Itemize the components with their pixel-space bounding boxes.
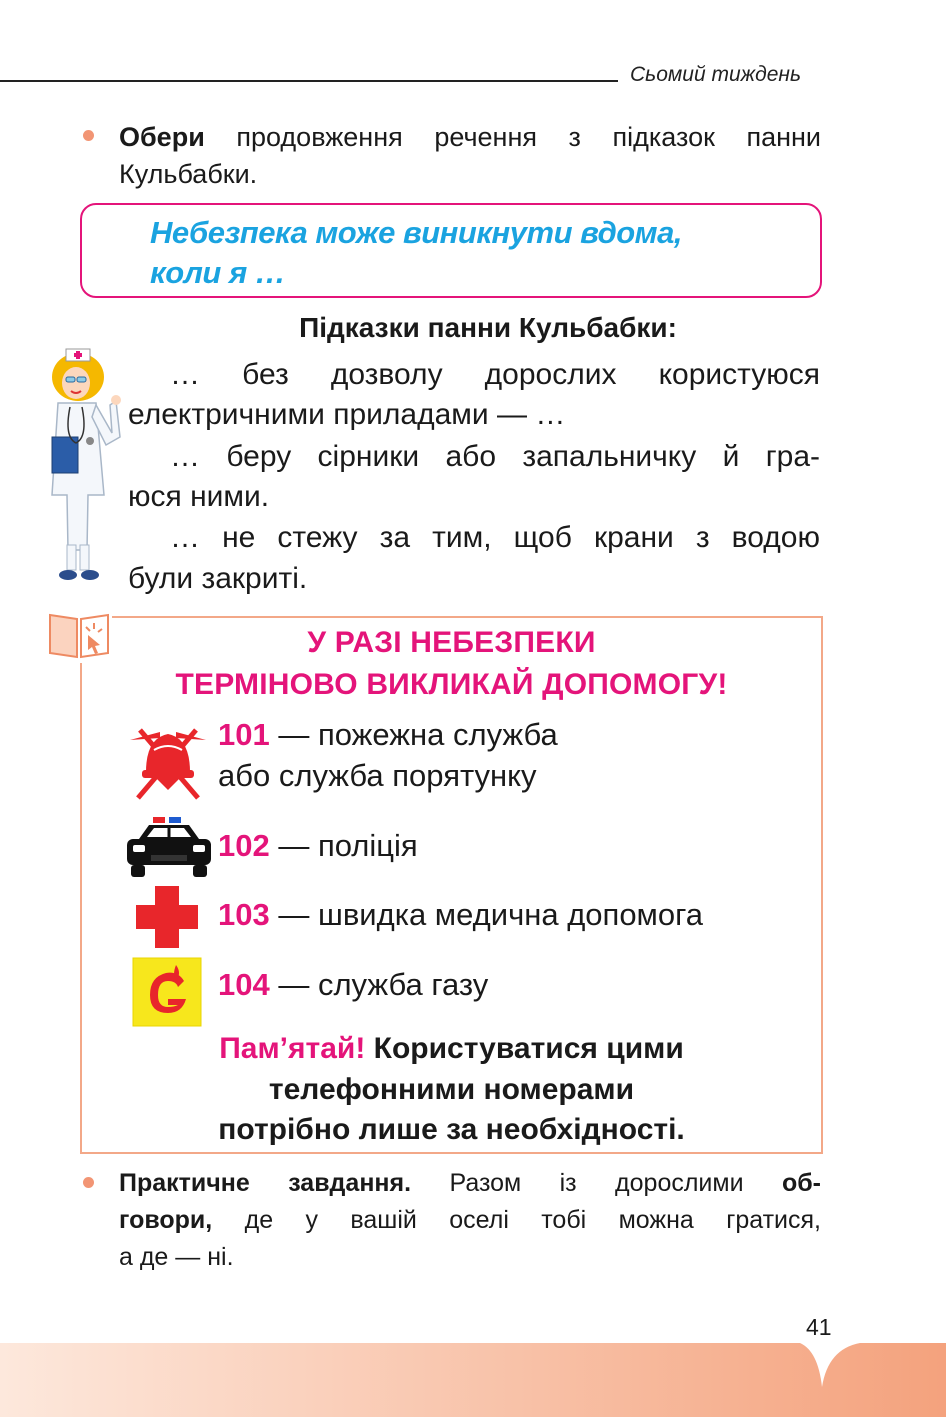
remember-line-3: потрібно лише за необхідності. xyxy=(218,1113,685,1146)
service-101-line-2: або служба порятунку xyxy=(218,758,537,793)
hint-3-line-2: були закриті. xyxy=(128,562,308,595)
prompt-box xyxy=(80,203,822,298)
task1-text xyxy=(119,119,821,193)
bullet-icon xyxy=(83,130,94,141)
prompt-line-2: коли я … xyxy=(150,255,286,290)
practical-task: Практичне завдання. Разом із дорослими об- говори, де у вашій оселі тобі можна гратися, а де — ні. xyxy=(119,1169,822,1271)
task1-rest: продовження речення з підказок панни xyxy=(204,122,821,152)
service-101: 101 — пожежна служба xyxy=(218,717,558,752)
chapter-title: Сьомий тиждень xyxy=(630,63,801,86)
hint-1-line-1: … без дозволу дорослих користуюся xyxy=(170,358,820,391)
hint-2-line-2: юся ними. xyxy=(128,480,270,513)
police-car-icon xyxy=(125,815,213,879)
emergency-title-1: У РАЗІ НЕБЕЗПЕКИ xyxy=(307,626,596,659)
fire-service-icon xyxy=(126,718,210,802)
remember-line-2: телефонними номерами xyxy=(268,1073,635,1106)
task1-bold: Обери xyxy=(119,122,205,152)
service-104: 104 — служба газу xyxy=(218,967,489,1002)
hint-3-line-1: … не стежу за тим, щоб крани з водою xyxy=(170,521,820,554)
header-rule xyxy=(0,80,618,82)
emergency-title-2: ТЕРМІНОВО ВИКЛИКАЙ ДОПОМОГУ! xyxy=(175,668,728,701)
prompt-line-1: Небезпека може виникнути вдома, xyxy=(150,215,682,250)
service-103: 103 — швидка медична допомога xyxy=(218,897,703,932)
task1-line2: Кульбабки. xyxy=(119,159,258,189)
gas-service-icon xyxy=(132,957,202,1027)
bullet-icon xyxy=(83,1177,94,1188)
remember-line-1: Пам’ятай! Користуватися цими xyxy=(219,1032,684,1065)
footer-band xyxy=(0,1343,946,1417)
hints-title: Підказки панни Кульбабки: xyxy=(299,312,677,343)
nurse-illustration xyxy=(30,345,130,585)
red-cross-icon xyxy=(134,884,200,950)
service-102: 102 — поліція xyxy=(218,828,418,863)
hint-1-line-2: електричними приладами — … xyxy=(128,398,566,431)
page-number: 41 xyxy=(806,1314,832,1340)
hint-2-line-1: … беру сірники або запальничку й гра- xyxy=(170,440,820,473)
